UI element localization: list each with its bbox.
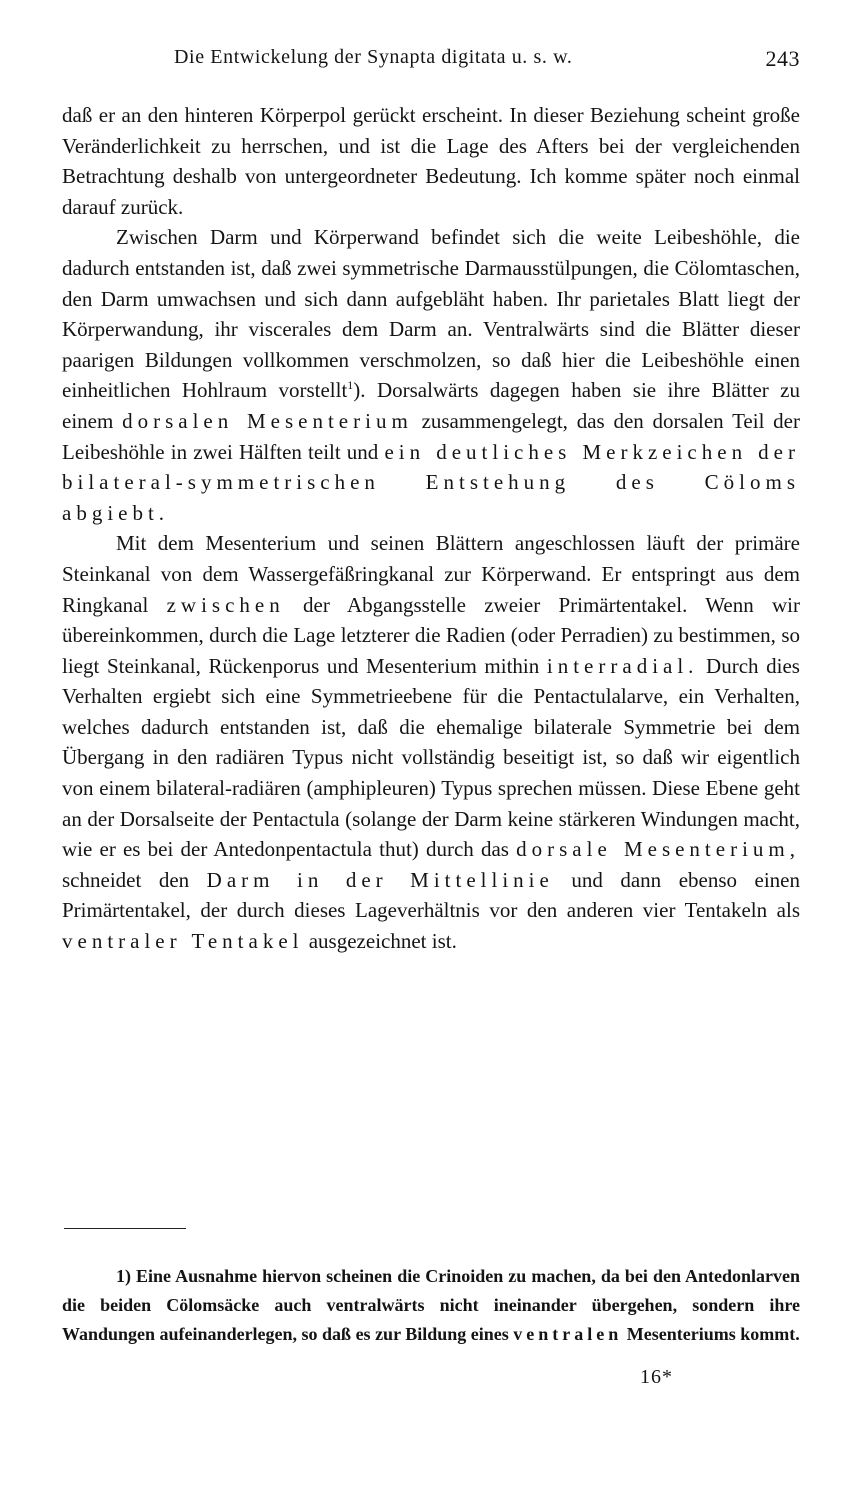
paragraph-3 — [62, 528, 800, 956]
spaced-term-ventraler-tentakel: ventraler Tentakel — [62, 929, 304, 954]
signature-mark: 16* — [640, 1366, 673, 1388]
running-head: Die Entwickelung der Synapta digitata u. s. w. — [174, 46, 573, 68]
footnote-text-b: Mesenteriums kommt. — [622, 1324, 800, 1344]
footnote-reference: 1 — [347, 378, 354, 393]
spaced-term-darm-mittellinie: Darm in der Mittellinie — [206, 867, 554, 892]
spaced-phrase-merkzeichen: ein deutliches Merkzeichen der bilateral-symmetrischen Entstehung des Cöloms abgiebt. — [62, 439, 800, 525]
paragraph-2-text-c: zusammengelegt, das den dorsalen Teil der Leibeshöhle in zwei Hälften teilt und — [62, 408, 800, 464]
paragraph-2-text-b: ). Dorsalwärts dagegen haben sie ihre Blätter zu einem — [62, 378, 800, 433]
body-text — [62, 100, 800, 957]
paragraph-3-text-d: schneidet den — [62, 867, 207, 892]
page-header — [62, 46, 800, 80]
paragraph-3-text-a: Mit dem Mesenterium und seinen Blättern angeschlossen läuft der primäre Steinkanal von dem Wassergefäßringkanal zur Körperwand. Er entspringt aus dem Ringkanal — [62, 531, 800, 617]
paragraph-3-text-e: und dann ebenso einen Primärtentakel, der durch dieses Lageverhältnis vor den anderen vier Tentakeln als — [62, 867, 800, 923]
spaced-term-zwischen: zwischen — [166, 592, 285, 617]
paragraph-1-text: daß er an den hinteren Körperpol gerückt erscheint. In dieser Beziehung scheint große Veränderlichkeit zu herrschen, und ist die Lage des Afters bei der vergleichenden Betrachtung deshalb von untergeordneter Bedeutung. Ich komme später noch einmal darauf zurück. — [62, 103, 800, 219]
paragraph-3-text-c: Durch dies Verhalten ergiebt sich eine Symmetrieebene für die Pentactulalarve, ein Verhalten, welches dadurch entstanden ist, daß die ehemalige bilaterale Symmetrie bei dem Übergang in den radiären Typus nicht vollständig beseitigt ist, so daß wir eigentlich von einem bilateral-radiären (amphipleuren) Typus sprechen müssen. Diese Ebene geht an der Dorsalseite der Pentactula (solange der Darm keine stärkeren Windungen macht, wie er es bei der Antedonpentactula thut) durch das — [62, 653, 800, 862]
footnote-rule — [64, 1228, 186, 1229]
footnote-paragraph — [62, 1262, 800, 1349]
spaced-term-interradial: interradial. — [546, 653, 699, 678]
footnote-text-a: 1) Eine Ausnahme hiervon scheinen die Crinoiden zu machen, da bei den Antedonlarven die beiden Cölomsäcke auch ventralwärts nicht ineinander übergehen, sondern ihre Wandungen aufeinanderlegen, so daß es zur Bildung eines — [62, 1266, 800, 1344]
page-number: 243 — [765, 46, 800, 71]
paragraph-2-text-a: Zwischen Darm und Körperwand befindet sich die weite Leibeshöhle, die dadurch entstanden ist, daß zwei symmetrische Darmausstülpungen, die Cölomtaschen, den Darm umwachsen und sich dann aufgebläht haben. Ihr parietales Blatt liegt der Körperwandung, ihr viscerales dem Darm an. Ventralwärts sind die Blätter dieser paarigen Bildungen vollkommen verschmolzen, so daß hier die Leibeshöhle einen einheitlichen Hohlraum vorstellt — [62, 225, 800, 403]
spaced-term-dorsale-mesenterium: dorsale Mesenterium, — [516, 837, 800, 862]
spaced-term-dorsalen-mesenterium: dorsalen Mesenterium — [122, 408, 413, 433]
paragraph-3-text-f: ausgezeichnet ist. — [303, 929, 457, 954]
paragraph-3-text-b: der Abgangsstelle zweier Primärtentakel. Wenn wir übereinkommen, durch die Lage letzterer die Radien (oder Perradien) zu bestimmen, so liegt Steinkanal, Rückenporus und Mesenterium mithin — [62, 592, 800, 678]
footnote — [62, 1262, 800, 1349]
footnote-spaced-term: ventralen — [513, 1324, 623, 1344]
paragraph-2 — [62, 222, 800, 528]
paragraph-1 — [62, 100, 800, 222]
